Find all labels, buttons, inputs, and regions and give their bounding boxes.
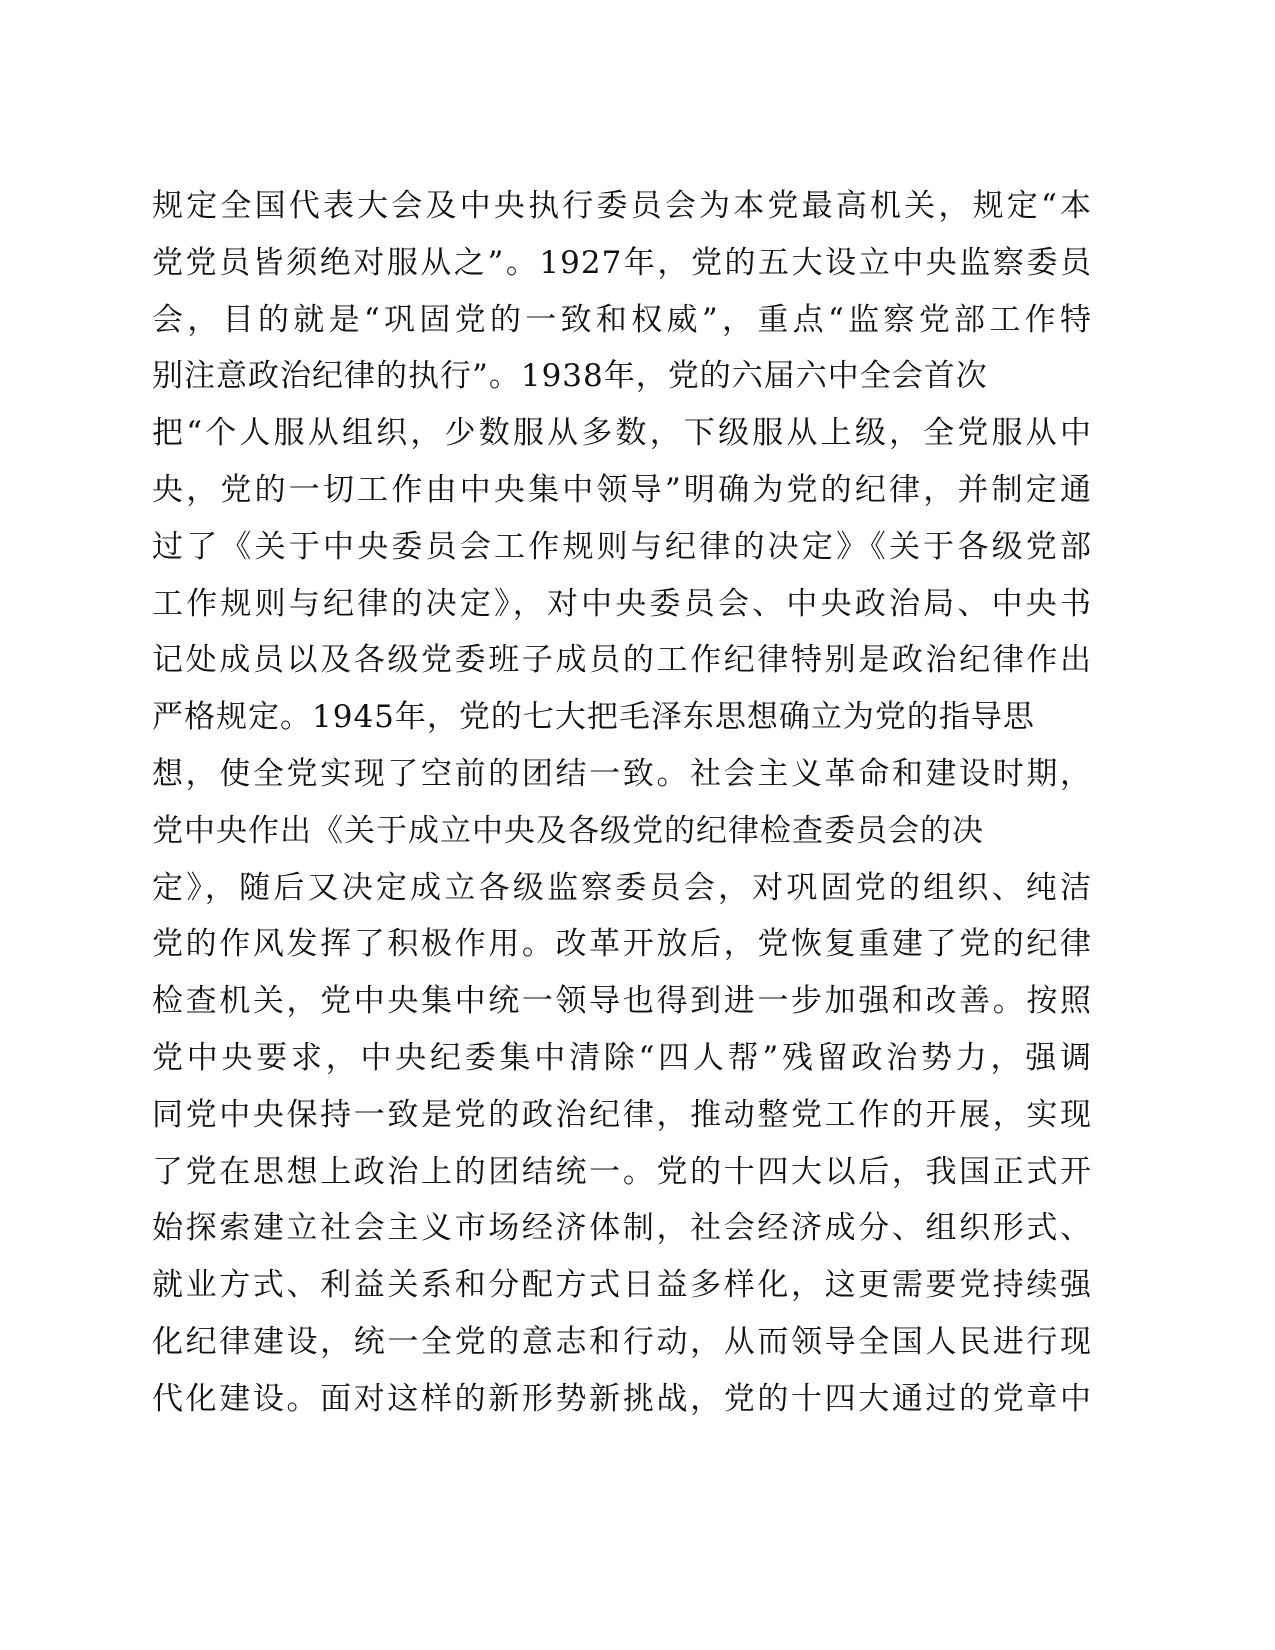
text-line-17: 同党中央保持一致是党的政治纪律，推动整党工作的开展，实现	[152, 1096, 1092, 1133]
text-line-4: 别注意政治纪律的执行”。1938年，党的六届六中全会首次	[152, 358, 988, 395]
text-line-21: 化纪律建设，统一全党的意志和行动，从而领导全国人民进行现	[152, 1323, 1092, 1360]
text-line-13: 定》，随后又决定成立各级监察委员会，对巩固党的组织、纯洁	[152, 869, 1092, 906]
text-line-11: 想，使全党实现了空前的团结一致。社会主义革命和建设时期，	[152, 755, 1092, 792]
text-line-6: 央，党的一切工作由中央集中领导”明确为党的纪律，并制定通	[152, 471, 1092, 508]
text-line-8: 工作规则与纪律的决定》，对中央委员会、中央政治局、中央书	[152, 585, 1092, 622]
text-line-14: 党的作风发挥了积极作用。改革开放后，党恢复重建了党的纪律	[152, 926, 1092, 963]
text-line-10: 严格规定。1945年，党的七大把毛泽东思想确立为党的指导思	[152, 699, 1035, 736]
text-line-7: 过了《关于中央委员会工作规则与纪律的决定》《关于各级党部	[152, 528, 1092, 565]
text-line-16: 党中央要求，中央纪委集中清除“四人帮”残留政治势力，强调	[152, 1039, 1092, 1076]
text-line-2: 党党员皆须绝对服从之”。1927年，党的五大设立中央监察委员	[152, 244, 1092, 281]
body-text	[152, 178, 1092, 1428]
text-line-20: 就业方式、利益关系和分配方式日益多样化，这更需要党持续强	[152, 1267, 1092, 1304]
text-line-5: 把“个人服从组织，少数服从多数，下级服从上级，全党服从中	[152, 415, 1092, 452]
text-line-15: 检查机关，党中央集中统一领导也得到进一步加强和改善。按照	[152, 983, 1092, 1020]
text-line-22: 代化建设。面对这样的新形势新挑战，党的十四大通过的党章中	[152, 1380, 1092, 1417]
text-line-12: 党中央作出《关于成立中央及各级党的纪律检查委员会的决	[152, 812, 984, 849]
text-line-3: 会，目的就是“巩固党的一致和权威”，重点“监察党部工作特	[152, 301, 1092, 338]
text-line-9: 记处成员以及各级党委班子成员的工作纪律特别是政治纪律作出	[152, 642, 1092, 679]
text-line-18: 了党在思想上政治上的团结统一。党的十四大以后，我国正式开	[152, 1153, 1092, 1190]
text-line-1: 规定全国代表大会及中央执行委员会为本党最高机关，规定“本	[152, 188, 1092, 224]
text-line-19: 始探索建立社会主义市场经济体制，社会经济成分、组织形式、	[152, 1210, 1092, 1247]
